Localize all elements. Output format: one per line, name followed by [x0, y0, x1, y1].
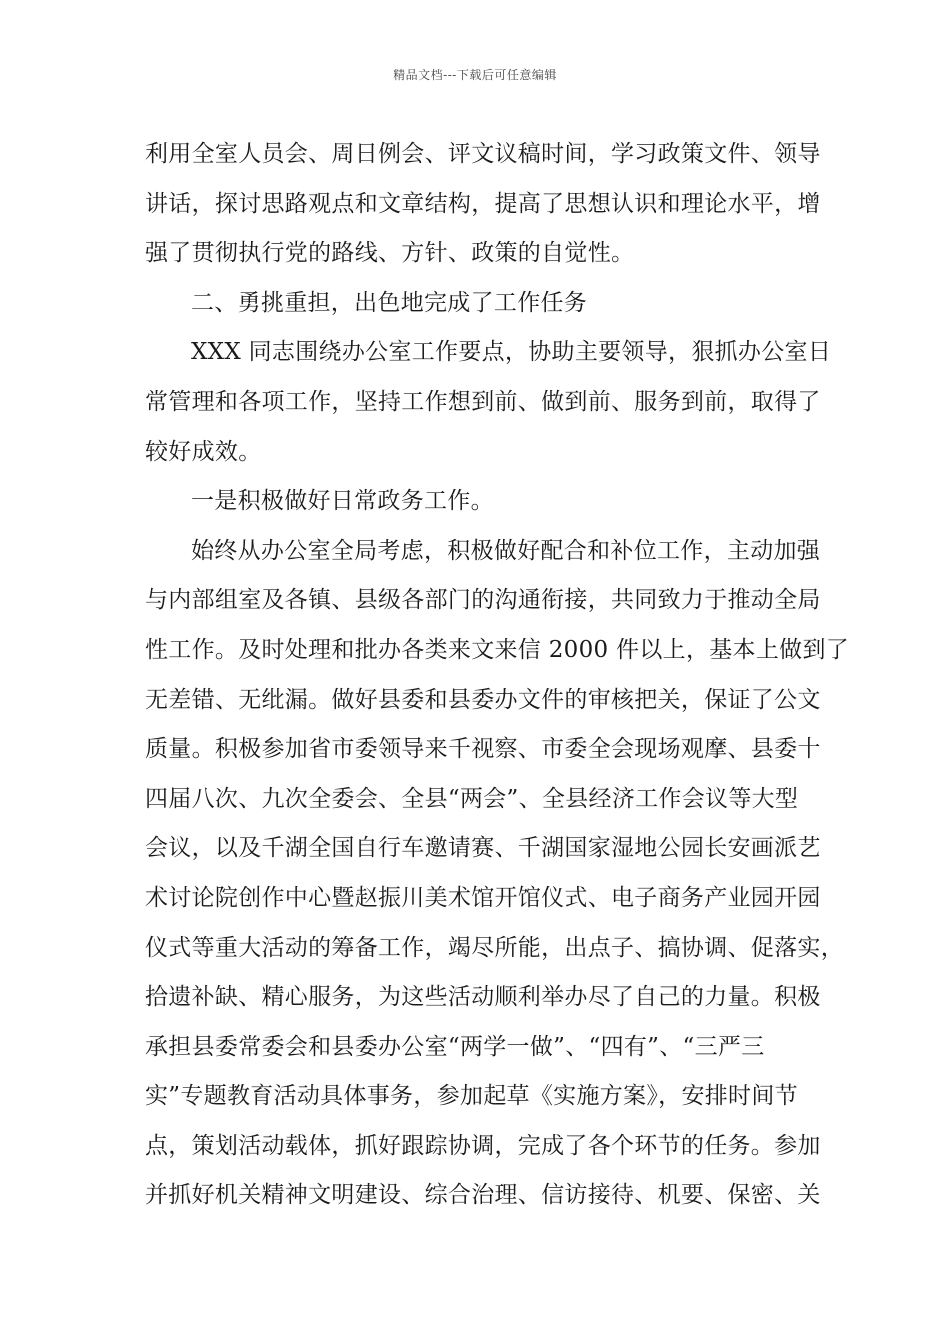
document-body	[145, 130, 850, 1221]
text-line: 并抓好机关精神文明建设、综合治理、信访接待、机要、保密、关	[145, 1182, 821, 1209]
text-line: 点，策划活动载体，抓好跟踪协调，完成了各个环节的任务。参加	[145, 1132, 821, 1159]
paragraph	[145, 130, 825, 279]
text-line: 仪式等重大活动的筹备工作，竭尽所能，出点子、搞协调、促落实，	[145, 934, 844, 961]
text-line: 承担县委常委会和县委办公室“两学一做”、“四有”、“三严三	[145, 1033, 765, 1060]
text-line: 拾遗补缺、精心服务，为这些活动顺利举办尽了自己的力量。积极	[145, 984, 821, 1011]
text-line: 会议，以及千湖全国自行车邀请赛、千湖国家湿地公园长安画派艺	[145, 835, 821, 862]
text-line: XXX 同志围绕办公室工作要点，协助主要领导，狠抓办公室日	[191, 339, 832, 366]
page-header: 精品文档---下载后可任意编辑	[393, 68, 557, 82]
text-line: 质量。积极参加省市委领导来千视察、市委全会现场观摩、县委十	[145, 736, 821, 763]
text-line: 始终从办公室全局考虑，积极做好配合和补位工作，主动加强	[191, 537, 821, 564]
text-line: 利用全室人员会、周日例会、评文议稿时间，学习政策文件、领导	[145, 141, 821, 167]
text-line: 无差错、无纰漏。做好县委和县委办文件的审核把关，保证了公文	[145, 686, 821, 713]
text-line: 四届八次、九次全委会、全县“两会”、全县经济工作会议等大型	[145, 785, 799, 812]
text-line: 强了贯彻执行党的路线、方针、政策的自觉性。	[145, 240, 635, 267]
text-line: 与内部组室及各镇、县级各部门的沟通衔接，共同致力于推动全局	[145, 587, 821, 614]
text-line: 一是积极做好日常政务工作。	[191, 488, 494, 515]
text-line: 常管理和各项工作，坚持工作想到前、做到前、服务到前，取得了	[145, 388, 821, 415]
text-line: 讲话，探讨思路观点和文章结构，提高了思想认识和理论水平，增	[145, 190, 821, 217]
paragraph	[145, 527, 850, 1221]
text-line: 较好成效。	[145, 438, 262, 465]
text-line: 实”专题教育活动具体事务，参加起草《实施方案》，安排时间节	[145, 1083, 798, 1110]
text-line: 二、勇挑重担，出色地完成了工作任务	[191, 289, 588, 316]
text-line: 性工作。及时处理和批办各类来文来信 2000 件以上，基本上做到了	[145, 636, 850, 663]
paragraph	[145, 328, 832, 477]
section-heading	[145, 279, 825, 329]
text-line: 术讨论院创作中心暨赵振川美术馆开馆仪式、电子商务产业园开园	[145, 884, 821, 911]
subheading	[145, 477, 825, 527]
